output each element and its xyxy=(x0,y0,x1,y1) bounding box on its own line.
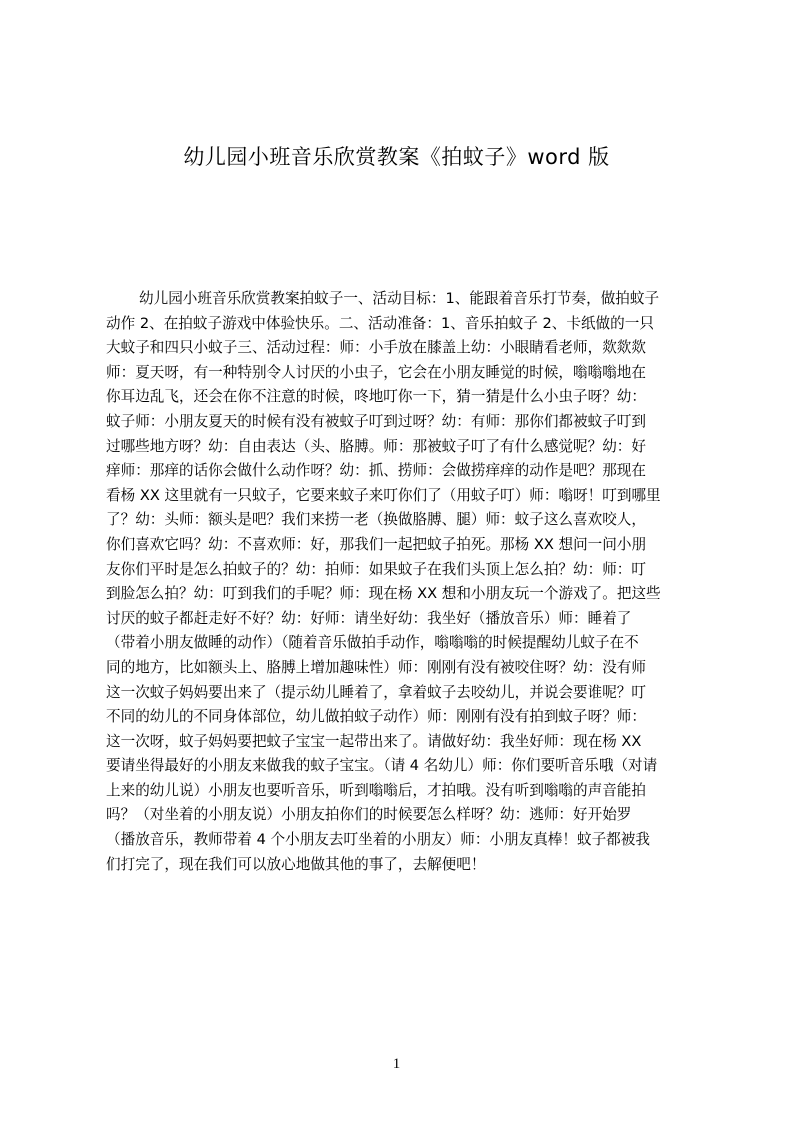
body-line: 师：夏天呀，有一种特别令人讨厌的小虫子，它会在小朋友睡觉的时候，嗡嗡嗡地在 xyxy=(106,363,646,381)
body-line: 幼儿园小班音乐欣赏教案拍蚊子一、活动目标：1、能跟着音乐打节奏，做拍蚊子 xyxy=(139,290,660,307)
body-line: 这一次蚊子妈妈要出来了（提示幼儿睡着了，拿着蚊子去咬幼儿，并说会要谁呢？叮 xyxy=(106,683,646,701)
body-line: 动作 2、在拍蚊子游戏中体验快乐。二、活动准备：1、音乐拍蚊子 2、卡纸做的一只 xyxy=(106,314,654,332)
document-title: 幼儿园小班音乐欣赏教案《拍蚊子》word 版 xyxy=(183,145,610,169)
body-line: 大蚊子和四只小蚊子三、活动过程：师：小手放在膝盖上幼：小眼睛看老师，欻欻欻 xyxy=(106,339,646,357)
body-line: 们打完了，现在我们可以放心地做其他的事了，去解便吧！ xyxy=(106,855,486,873)
body-line: 不同的幼儿的不同身体部位，幼儿做拍蚊子动作）师：刚刚有没有拍到蚊子呀？师： xyxy=(106,708,646,726)
body-line: 蚊子师：小朋友夏天的时候有没有被蚊子叮到过呀？幼：有师：那你们都被蚊子叮到 xyxy=(106,412,646,430)
document-body xyxy=(106,287,700,877)
body-line: （带着小朋友做睡的动作）（随着音乐做拍手动作，嗡嗡嗡的时候提醒幼儿蚊子在不 xyxy=(106,634,639,652)
page-number: 1 xyxy=(392,1056,401,1072)
body-line: 过哪些地方呀？幼：自由表达（头、胳膊。师：那被蚊子叮了有什么感觉呢？幼：好 xyxy=(106,437,646,455)
body-line: 要请坐得最好的小朋友来做我的蚊子宝宝。（请 4 名幼儿）师：你们要听音乐哦（对请 xyxy=(106,757,658,775)
body-line: 这一次呀，蚊子妈妈要把蚊子宝宝一起带出来了。请做好幼：我坐好师：现在杨 XX xyxy=(106,732,642,750)
body-line: 痒师：那痒的话你会做什么动作呀？幼：抓、捞师：会做捞痒痒的动作是吧？那现在 xyxy=(106,462,646,480)
body-line: 上来的幼儿说）小朋友也要听音乐，听到嗡嗡后，才拍哦。没有听到嗡嗡的声音能拍 xyxy=(106,781,646,799)
body-line: （播放音乐，教师带着 4 个小朋友去叮坐着的小朋友）师：小朋友真棒！蚊子都被我 xyxy=(106,831,650,849)
body-line: 同的地方，比如额头上、胳膊上增加趣味性）师：刚刚有没有被咬住呀？幼：没有师 xyxy=(106,658,646,676)
body-line: 讨厌的蚊子都赶走好不好？幼：好师：请坐好幼：我坐好（播放音乐）师：睡着了 xyxy=(106,609,632,627)
body-line: 了？幼：头师：额头是吧？我们来捞一老（换做胳膊、腿）师：蚊子这么喜欢咬人， xyxy=(106,511,646,529)
body-line: 你们喜欢它吗？幼：不喜欢师：好，那我们一起把蚊子拍死。那杨 XX 想问一问小朋 xyxy=(106,535,647,553)
body-line: 你耳边乱飞，还会在你不注意的时候，咚地叮你一下，猜一猜是什么小虫子呀？幼： xyxy=(106,388,646,406)
body-line: 友你们平时是怎么拍蚊子的？幼：拍师：如果蚊子在我们头顶上怎么拍？幼：师：叮 xyxy=(106,560,646,578)
body-line: 看杨 XX 这里就有一只蚊子，它要来蚊子来叮你们了（用蚊子叮）师：嗡呀！叮到哪里 xyxy=(106,486,661,504)
body-line: 吗？（对坐着的小朋友说）小朋友拍你们的时候要怎么样呀？幼：逃师：好开始罗 xyxy=(106,806,632,824)
body-line: 到脸怎么拍？幼：叮到我们的手呢？师：现在杨 XX 想和小朋友玩一个游戏了。把这些 xyxy=(106,585,661,603)
